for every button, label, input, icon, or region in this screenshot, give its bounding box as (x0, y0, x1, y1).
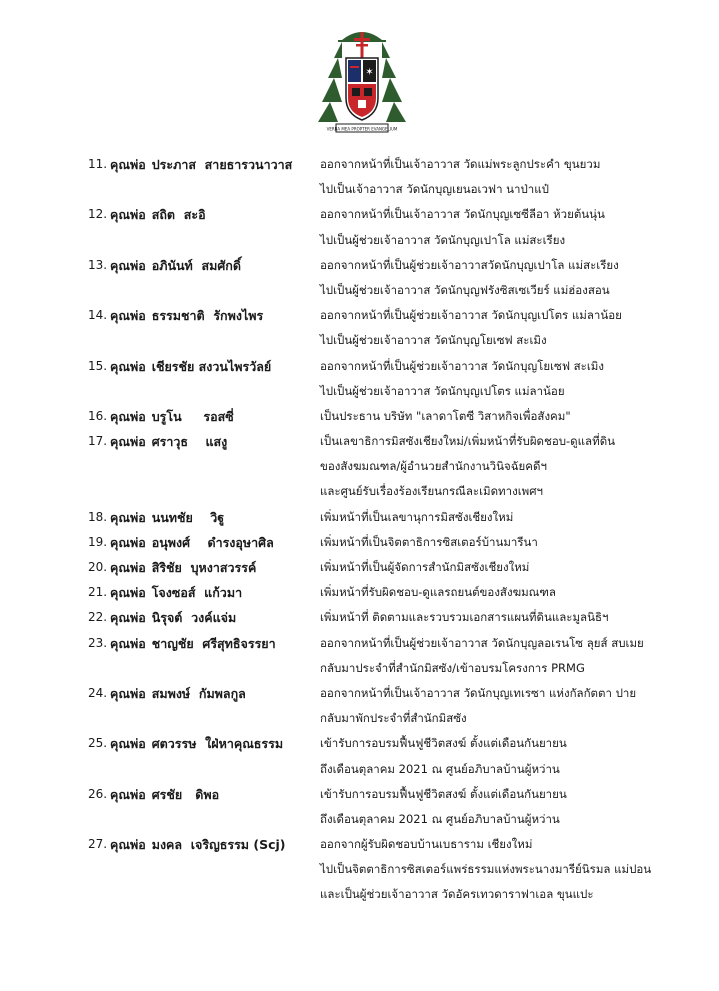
assignment-text: ไปเป็นผู้ช่วยเจ้าอาวาส วัดนักบุญเปาโล แม่สะเรียง (320, 232, 566, 247)
appointment-entry (0, 681, 719, 731)
appointment-entry (0, 152, 719, 202)
priest-title: คุณพ่อ (110, 308, 146, 324)
entry-line (0, 479, 719, 504)
entry-line (0, 278, 719, 303)
appointment-entry (0, 631, 719, 681)
priest-fullname: สิริชัย บุหงาสวรรค์ (151, 560, 257, 575)
assignment-text: ไปเป็นเจ้าอาวาส วัดนักบุญเยนอเวฟา นาป่าแป๋ (320, 182, 549, 197)
assignment-text: ออกจากหน้าที่เป็นเจ้าอาวาส วัดนักบุญเซซีลีอา ห้วยต้นนุ่น (320, 207, 605, 222)
assignment-text: ของสังฆมณฑล/ผู้อำนวยสำนักงานวินิจฉัยคดีฯ (320, 459, 547, 474)
assignment-text: เข้ารับการอบรมฟื้นฟูชีวิตสงฆ์ ตั้งแต่เดือนกันยายน (320, 736, 567, 751)
assignment-text: เพิ่มหน้าที่ ติดตามและรวบรวมเอกสารแผนที่ดินและมูลนิธิฯ (320, 610, 609, 625)
entry-line (0, 253, 719, 278)
priest-name (110, 354, 271, 379)
priest-fullname: ชาญชัย ศรีสุทธิจรรยา (151, 635, 276, 651)
assignment-text: เพิ่มหน้าที่เป็นจิตตาธิการซิสเตอร์บ้านมารีนา (320, 534, 538, 549)
priest-title: คุณพ่อ (110, 434, 146, 450)
entry-line (0, 530, 719, 555)
entry-line (0, 605, 719, 630)
entry-line (0, 555, 719, 580)
priest-fullname: ธรรมชาติ รักพงไพร (151, 308, 264, 324)
entry-line (0, 706, 719, 731)
assignment-text: ถึงเดือนตุลาคม 2021 ณ ศูนย์อภิบาลบ้านผู้หว่าน (320, 761, 560, 776)
assignment-text: ออกจากหน้าที่เป็นผู้ช่วยเจ้าอาวาส วัดนักบุญโยเซฟ สะเมิง (320, 358, 604, 373)
priest-fullname: สถิต สะอิ (151, 207, 206, 223)
priest-title: คุณพ่อ (110, 257, 146, 273)
priest-fullname: อนุพงศ์ ดำรงอุษาศิล (151, 534, 274, 550)
appointment-entry (0, 202, 719, 252)
entry-number: 21. (88, 585, 108, 600)
priest-fullname: ศตวรรษ ใฝ่หาคุณธรรม (151, 736, 284, 752)
entry-number: 23. (88, 635, 108, 650)
appointment-entry (0, 303, 719, 353)
entry-number: 25. (88, 736, 108, 751)
assignment-text: ถึงเดือนตุลาคม 2021 ณ ศูนย์อภิบาลบ้านผู้หว่าน (320, 811, 560, 826)
assignment-text: ออกจากหน้าที่เป็นเจ้าอาวาส วัดนักบุญเทเรซา แห่งกัลกัตตา ปาย (320, 685, 637, 700)
assignment-text: เป็นเลขาธิการมิสซังเชียงใหม่/เพิ่มหน้าที่รับผิดชอบ-ดูแลที่ดิน (320, 434, 616, 449)
appointment-entry (0, 253, 719, 303)
entry-line (0, 152, 719, 177)
priest-name (110, 605, 236, 630)
entry-line (0, 228, 719, 253)
entry-number: 12. (88, 207, 108, 222)
priest-title: คุณพ่อ (110, 534, 146, 550)
entry-line (0, 731, 719, 756)
priest-title: คุณพ่อ (110, 837, 146, 853)
assignment-text: และศูนย์รับเรื่องร้องเรียนกรณีละเมิดทางเพศฯ (320, 484, 543, 499)
assignment-text: เพิ่มหน้าที่รับผิดชอบ-ดูแลรถยนต์ของสังฆมณฑล (320, 585, 556, 600)
priest-name (110, 429, 227, 454)
entry-line (0, 782, 719, 807)
priest-fullname: เชียรชัย สงวนไพรวัลย์ (151, 358, 272, 374)
entry-line (0, 379, 719, 404)
priest-fullname: สมพงษ์ กัมพลกูล (151, 685, 246, 701)
priest-name (110, 152, 292, 177)
assignment-text: กลับมาประจำที่สำนักมิสซัง/เข้าอบรมโครงการ PRMG (320, 660, 585, 675)
priest-fullname: มงคล เจริญธรรม (Scj) (151, 837, 286, 853)
priest-fullname: ประภาส สายธารวนาวาส (151, 157, 293, 172)
appointment-entry (0, 580, 719, 605)
entry-number: 16. (88, 408, 108, 423)
priest-title: คุณพ่อ (110, 509, 146, 525)
priest-name (110, 832, 286, 857)
entry-line (0, 807, 719, 832)
entry-line (0, 202, 719, 227)
assignment-text: เพิ่มหน้าที่เป็นผู้จัดการสำนักมิสซังเชียงใหม่ (320, 560, 530, 574)
entry-line (0, 757, 719, 782)
entry-line (0, 505, 719, 530)
entry-line (0, 429, 719, 454)
entry-number: 20. (88, 560, 108, 574)
priest-name (110, 530, 274, 555)
entry-number: 15. (88, 358, 108, 373)
assignment-text: เพิ่มหน้าที่เป็นเลขานุการมิสซังเชียงใหม่ (320, 509, 514, 524)
priest-name (110, 631, 276, 656)
appointment-entry (0, 832, 719, 908)
priest-title: คุณพ่อ (110, 635, 146, 651)
priest-title: คุณพ่อ (110, 408, 146, 424)
entry-line (0, 832, 719, 857)
assignment-text: และเป็นผู้ช่วยเจ้าอาวาส วัดอัครเทวดาราฟาเอล ขุนแปะ (320, 887, 594, 902)
entry-line (0, 882, 719, 907)
assignment-text: ออกจากผู้รับผิดชอบบ้านเบธาราม เชียงใหม่ (320, 837, 533, 852)
coat-of-arms-emblem (312, 18, 412, 136)
assignment-text: ออกจากหน้าที่เป็นผู้ช่วยเจ้าอาวาส วัดนักบุญเปโตร แม่ลาน้อย (320, 308, 622, 323)
appointment-entry (0, 605, 719, 630)
assignment-text: ออกจากหน้าที่เป็นผู้ช่วยเจ้าอาวาสวัดนักบุญเปาโล แม่สะเรียง (320, 257, 619, 272)
priest-title: คุณพ่อ (110, 560, 146, 575)
priest-title: คุณพ่อ (110, 786, 146, 802)
assignment-text: ไปเป็นผู้ช่วยเจ้าอาวาส วัดนักบุญฟรังซิสเซเวียร์ แม่ฮ่องสอน (320, 282, 610, 297)
entry-number: 11. (88, 157, 108, 171)
entry-number: 26. (88, 786, 108, 801)
star-icon: ✶ (365, 67, 374, 78)
entry-line (0, 177, 719, 202)
priest-name (110, 555, 256, 580)
priest-name (110, 404, 234, 429)
priest-name (110, 681, 246, 706)
priest-fullname: โจงซอส์ แก้วมา (151, 585, 243, 601)
assignment-text: ไปเป็นผู้ช่วยเจ้าอาวาส วัดนักบุญโยเซฟ สะเมิง (320, 333, 547, 348)
priest-name (110, 253, 241, 278)
priest-fullname: อภินันท์ สมศักดิ์ (151, 257, 241, 273)
appointment-entry (0, 505, 719, 530)
motto-text: VERBA MEA PROPTER EVANGELIUM (326, 126, 398, 132)
priest-fullname: นนทชัย วิฐู (151, 509, 225, 525)
priest-fullname: ศราวุธ แสงู (151, 434, 228, 450)
priest-name (110, 731, 283, 756)
assignment-text: เข้ารับการอบรมฟื้นฟูชีวิตสงฆ์ ตั้งแต่เดือนกันยายน (320, 786, 567, 801)
assignment-text: ออกจากหน้าที่เป็นผู้ช่วยเจ้าอาวาส วัดนักบุญลอเรนโซ ลุยส์ สบเมย (320, 635, 644, 650)
entry-number: 24. (88, 685, 108, 700)
assignment-text: ไปเป็นผู้ช่วยเจ้าอาวาส วัดนักบุญเปโตร แม่ลาน้อย (320, 383, 565, 398)
assignment-text: ไปเป็นจิตตาธิการซิสเตอร์แพร่ธรรมแห่งพระนางมารีย์นิรมล แม่ปอน (320, 862, 652, 877)
tassels-left (318, 42, 342, 122)
priest-name (110, 303, 263, 328)
entry-line (0, 303, 719, 328)
priest-fullname: ศรชัย ดิพอ (151, 786, 220, 802)
appointment-entry (0, 530, 719, 555)
priest-fullname: นิรุจต์ วงค์แจ่ม (151, 610, 237, 626)
assignment-text: กลับมาพักประจำที่สำนักมิสซัง (320, 711, 467, 726)
entry-number: 22. (88, 610, 108, 625)
entry-line (0, 454, 719, 479)
priest-title: คุณพ่อ (110, 358, 146, 374)
appointment-entry (0, 555, 719, 580)
entry-number: 14. (88, 308, 108, 323)
priest-name (110, 202, 206, 227)
entry-line (0, 681, 719, 706)
priest-fullname: บรูโน รอสซี่ (151, 408, 234, 424)
entry-number: 19. (88, 534, 108, 549)
priest-name (110, 580, 242, 605)
entry-line (0, 631, 719, 656)
entry-line (0, 857, 719, 882)
priest-title: คุณพ่อ (110, 585, 146, 601)
entry-number: 27. (88, 837, 108, 852)
priest-title: คุณพ่อ (110, 157, 146, 172)
priest-name (110, 782, 219, 807)
appointment-list (0, 152, 719, 908)
entry-line (0, 354, 719, 379)
priest-title: คุณพ่อ (110, 610, 146, 626)
entry-line (0, 404, 719, 429)
assignment-text: ออกจากหน้าที่เป็นเจ้าอาวาส วัดแม่พระลูกประคำ ขุนยวม (320, 157, 601, 171)
assignment-text: เป็นประธาน บริษัท "เลาดาโตซี วิสาหกิจเพื่อสังคม" (320, 408, 571, 423)
entry-number: 18. (88, 509, 108, 524)
appointment-entry (0, 404, 719, 429)
appointment-entry (0, 354, 719, 404)
appointment-entry (0, 731, 719, 781)
entry-line (0, 580, 719, 605)
priest-title: คุณพ่อ (110, 736, 146, 752)
appointment-entry (0, 782, 719, 832)
priest-name (110, 505, 224, 530)
entry-line (0, 656, 719, 681)
priest-title: คุณพ่อ (110, 207, 146, 223)
priest-title: คุณพ่อ (110, 685, 146, 701)
appointment-entry (0, 429, 719, 505)
entry-line (0, 328, 719, 353)
tassels-right (382, 42, 406, 122)
entry-number: 13. (88, 257, 108, 272)
entry-number: 17. (88, 434, 108, 449)
